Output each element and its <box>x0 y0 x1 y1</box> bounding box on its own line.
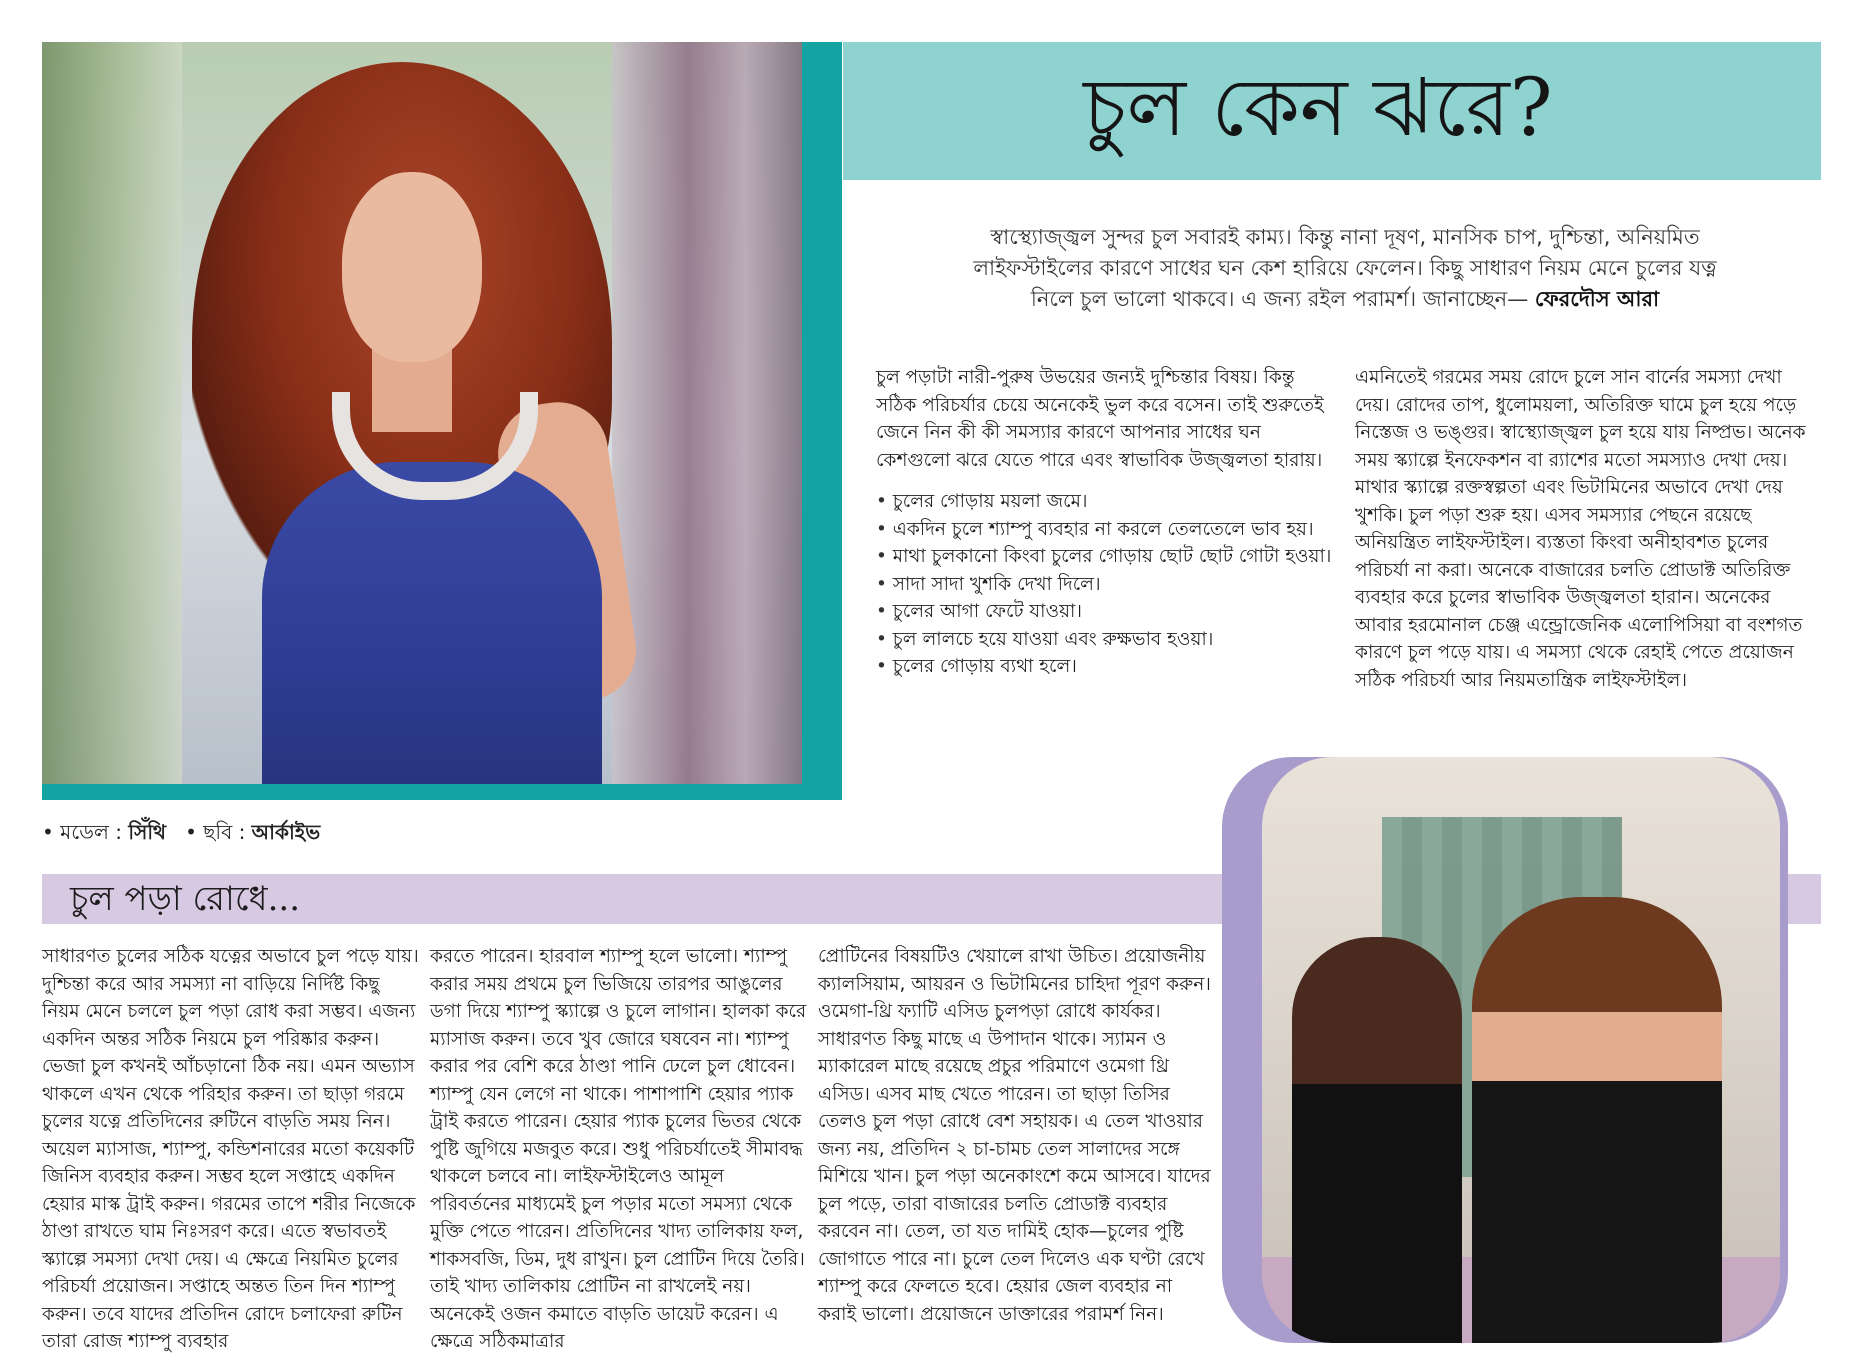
list-item: • চুলের আগা ফেটে যাওয়া। <box>876 598 1334 626</box>
bottom-column-2: করতে পারেন। হারবাল শ্যাম্পু হলে ভালো। শ্যাম্পু করার সময় প্রথমে চুল ভিজিয়ে তারপর আঙুলের ডগা দিয়ে শ্যাম্পু স্ক্যাল্পে ও চুলে লাগান। হালকা করে ম্যাসাজ করুন। তবে খুব জোরে ঘষবেন না। শ্যাম্পু করার পর বেশি করে ঠাণ্ডা পানি ঢেলে চুল ধোবেন। শ্যাম্পু যেন লেগে না থাকে। পাশাপাশি হেয়ার প্যাক ট্রাই করতে পারেন। হেয়ার প্যাক চুলের ভিতর থেকে পুষ্টি জুগিয়ে মজবুত করে। শুধু পরিচর্যাতেই সীমাবদ্ধ থাকলে চলবে না। লাইফস্টাইলেও আমূল পরিবর্তনের মাধ্যমেই চুল পড়ার মতো সমস্যা থেকে মুক্তি পেতে পারেন। প্রতিদিনের খাদ্য তালিকায় ফল, শাকসবজি, ডিম, দুধ রাখুন। চুল প্রোটিন দিয়ে তৈরি। তাই খাদ্য তালিকায় প্রোটিন না রাখলেই নয়। অনেকেই ওজন কমাতে বাড়তি ডায়েট করেন। এ ক্ষেত্রে সঠিকমাত্রার <box>430 946 807 1352</box>
hair-loss-causes-list <box>876 488 1334 681</box>
top-left-paragraph: চুল পড়াটা নারী-পুরুষ উভয়ের জন্যই দুশ্চিন্তার বিষয়। কিন্তু সঠিক পরিচর্যার চেয়ে অনেকেই ভুল করে বসেন। তাই শুরুতেই জেনে নিন কী কী সমস্যার কারণে আপনার সাধের ঘন কেশগুলো ঝরে যেতে পারে এবং স্বাভাবিক উজ্জ্বলতা হারায়। <box>876 367 1324 471</box>
top-left-column <box>876 364 1334 681</box>
list-item: • চুলের গোড়ায় ময়লা জমে। <box>876 488 1334 516</box>
top-right-column: এমনিতেই গরমের সময় রোদে চুলে সান বার্নের সমস্যা দেখা দেয়। রোদের তাপ, ধুলোময়লা, অতিরিক্ত ঘামে চুল হয়ে পড়ে নিস্তেজ ও ভঙ্গুর। স্বাস্থ্যোজ্জ্বল চুল হয়ে যায় নিষ্প্রভ। অনেক সময় স্ক্যাল্পে ইনফেকশন বা র‍্যাশের মতো সমস্যাও দেখা দেয়। মাথার স্ক্যাল্পে রক্তস্বল্পতা এবং ভিটামিনের অভাবে দেখা দেয় খুশকি। চুল পড়া শুরু হয়। এসব সমস্যার পেছনে রয়েছে অনিয়ন্ত্রিত লাইফস্টাইল। ব্যস্ততা কিংবা অনীহাবশত চুলের পরিচর্যা না করা। অনেকে বাজারের চলতি প্রোডাক্ট অতিরিক্ত ব্যবহার করে চুলের স্বাভাবিক উজ্জ্বলতা হারান। অনেকের আবার হরমোনাল চেঞ্জ এন্ড্রোজেনিক এলোপিসিয়া বা বংশগত কারণে চুল পড়ে যায়। এ সমস্যা থেকে রেহাই পেতে প্রয়োজন সঠিক পরিচর্যা আর নিয়মতান্ত্রিক লাইফস্টাইল। <box>1355 367 1806 691</box>
list-item: • মাথা চুলকানো কিংবা চুলের গোড়ায় ছোট ছোট গোটা হওয়া। <box>876 543 1334 571</box>
list-item: • চুলের গোড়ায় ব্যথা হলে। <box>876 653 1334 681</box>
list-item: • চুল লালচে হয়ে যাওয়া এবং রুক্ষভাব হওয়া। <box>876 626 1334 654</box>
photo-source: আর্কাইভ <box>251 820 321 844</box>
intro-text: স্বাস্থ্যোজ্জ্বল সুন্দর চুল সবারই কাম্য। কিন্তু নানা দূষণ, মানসিক চাপ, দুশ্চিন্তা, অনিয়মিত লাইফস্টাইলের কারণে সাধের ঘন কেশ হারিয়ে ফেলেন। কিছু সাধারণ নিয়ম মেনে চুলের যত্ন নিলে চুল ভালো থাকবে। এ জন্য রইল পরামর্শ। জানাচ্ছেন— <box>973 225 1717 311</box>
article-intro <box>960 222 1730 315</box>
model-name: সিঁথি <box>128 820 166 844</box>
model-mirror-photo <box>1262 757 1780 1343</box>
bottom-column-3: প্রোটিনের বিষয়টিও খেয়ালে রাখা উচিত। প্রয়োজনীয় ক্যালসিয়াম, আয়রন ও ভিটামিনের চাহিদা পূরণ করুন। ওমেগা-থ্রি ফ্যাটি এসিড চুলপড়া রোধে কার্যকর। সাধারণত কিছু মাছে এ উপাদান থাকে। স্যামন ও ম্যাকারেল মাছে রয়েছে প্রচুর পরিমাণে ওমেগা থ্রি এসিড। এসব মাছ খেতে পারেন। তা ছাড়া তিসির তেলও চুল পড়া রোধে বেশ সহায়ক। এ তেল খাওয়ার জন্য নয়, প্রতিদিন ২ চা-চামচ তেল সালাদের সঙ্গে মিশিয়ে খান। চুল পড়া অনেকাংশে কমে আসবে। যাদের চুল পড়ে, তারা বাজারের চলতি প্রোডাক্ট ব্যবহার করবেন না। তেল, তা যত দামিই হোক—চুলের পুষ্টি জোগাতে পারে না। চুলে তেল দিলেও এক ঘণ্টা রেখে শ্যাম্পু করে ফেলতে হবে। হেয়ার জেল ব্যবহার না করাই ভালো। প্রয়োজনে ডাক্তারের পরামর্শ নিন। <box>818 946 1211 1325</box>
list-item: • সাদা সাদা খুশকি দেখা দিলে। <box>876 571 1334 599</box>
section-subheading: চুল পড়া রোধে... <box>70 879 301 919</box>
photo-label: ছবি : <box>203 820 246 844</box>
bottom-column-1: সাধারণত চুলের সঠিক যত্নের অভাবে চুল পড়ে যায়। দুশ্চিন্তা করে আর সমস্যা না বাড়িয়ে নির্দিষ্ট কিছু নিয়ম মেনে চললে চুল পড়া রোধ করা সম্ভব। এজন্য একদিন অন্তর সঠিক নিয়মে চুল পরিষ্কার করুন। ভেজা চুল কখনই আঁচড়ানো ঠিক নয়। এমন অভ্যাস থাকলে এখন থেকে পরিহার করুন। তা ছাড়া গরমে চুলের যত্নে প্রতিদিনের রুটিনে বাড়তি সময় নিন। অয়েল ম্যাসাজ, শ্যাম্পু, কন্ডিশনারের মতো কয়েকটি জিনিস ব্যবহার করুন। সম্ভব হলে সপ্তাহে একদিন হেয়ার মাস্ক ট্রাই করুন। গরমের তাপে শরীর নিজেকে ঠাণ্ডা রাখতে ঘাম নিঃসরণ করে। এতে স্বভাবতই স্ক্যাল্পে সমস্যা দেখা দেয়। এ ক্ষেত্রে নিয়মিত চুলের পরিচর্যা প্রয়োজন। সপ্তাহে অন্তত তিন দিন শ্যাম্পু করুন। তবে যাদের প্রতিদিন রোদে চলাফেরা রুটিন তারা রোজ শ্যাম্পু ব্যবহার <box>42 946 419 1352</box>
article-title: চুল কেন ঝরে? <box>1083 61 1553 154</box>
model-photo <box>42 42 802 784</box>
list-item: • একদিন চুলে শ্যাম্পু ব্যবহার না করলে তেলতেলে ভাব হয়। <box>876 516 1334 544</box>
author-name: ফেরদৌস আরা <box>1534 287 1660 311</box>
photo-caption: • মডেল : সিঁথি • ছবি : আর্কাইভ <box>42 820 321 844</box>
model-label: মডেল : <box>60 820 123 844</box>
